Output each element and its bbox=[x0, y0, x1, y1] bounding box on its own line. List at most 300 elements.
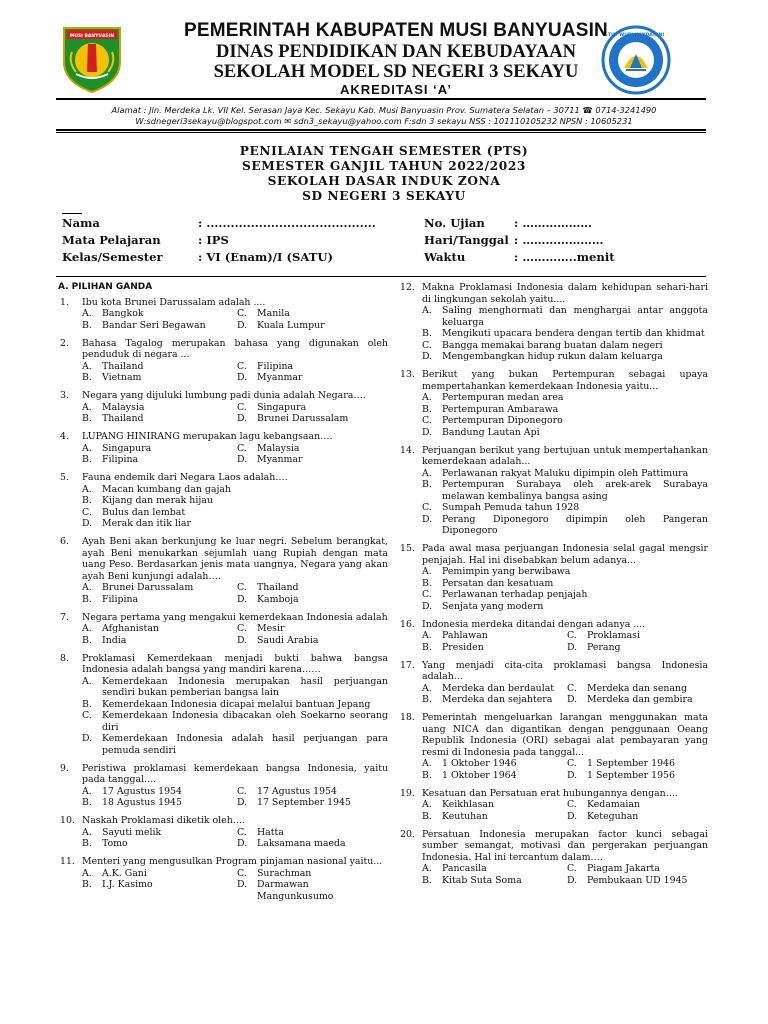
option-letter: C. bbox=[237, 360, 247, 372]
option-text: Malaysia bbox=[257, 442, 300, 454]
option-letter: D. bbox=[237, 319, 248, 331]
question-item bbox=[58, 856, 388, 902]
hari-field: : ………………… bbox=[514, 233, 604, 247]
mapel-label: Mata Pelajaran bbox=[62, 233, 161, 247]
option-text: Pembukaan UD 1945 bbox=[587, 874, 688, 886]
option-letter: D. bbox=[422, 351, 433, 362]
option-letter: D. bbox=[237, 634, 248, 646]
option-letter: C. bbox=[422, 589, 432, 600]
option-text: Kamboja bbox=[257, 593, 299, 605]
answer-option[interactable] bbox=[422, 683, 563, 695]
answer-option[interactable] bbox=[422, 468, 708, 480]
option-letter: A. bbox=[422, 863, 432, 874]
option-text: Pahlawan bbox=[442, 630, 488, 641]
option-text: Mengembangkan hidup rukun dalam keluarga bbox=[442, 351, 663, 362]
question-item bbox=[58, 390, 388, 425]
answer-option[interactable] bbox=[422, 514, 708, 537]
answer-option[interactable] bbox=[82, 699, 388, 711]
answer-option[interactable] bbox=[82, 372, 233, 384]
option-letter: B. bbox=[82, 797, 92, 808]
mapel-value: : IPS bbox=[198, 233, 229, 247]
option-letter: A. bbox=[422, 758, 432, 769]
option-text: Sayuti melik bbox=[102, 826, 162, 838]
answer-options bbox=[422, 392, 708, 438]
question-column-left bbox=[58, 282, 388, 909]
answer-options bbox=[422, 305, 708, 363]
answer-option[interactable] bbox=[82, 507, 388, 519]
answer-option[interactable] bbox=[237, 454, 388, 466]
option-letter: C. bbox=[237, 826, 247, 838]
option-letter: D. bbox=[422, 513, 433, 525]
option-text: Brunei Darussalam bbox=[102, 582, 194, 593]
answer-option[interactable] bbox=[422, 502, 708, 514]
answer-option[interactable] bbox=[422, 770, 563, 782]
waktu-field: : …………..menit bbox=[514, 250, 615, 264]
header-divider bbox=[56, 98, 706, 100]
answer-option[interactable] bbox=[422, 589, 708, 601]
question-text: Yang menjadi cita-cita proklamasi bangsa Indonesia adalah... bbox=[422, 659, 708, 682]
option-text: Pertempuran Surabaya oleh arek-arek Surabaya melawan kembalinya bangsa asing bbox=[442, 479, 708, 502]
question-text: Makna Proklamasi Indonesia dalam kehidupan sehari-hari di lingkungan sekolah yaitu.... bbox=[422, 282, 708, 305]
waktu-label: Waktu bbox=[424, 250, 466, 264]
answer-option[interactable] bbox=[422, 601, 708, 613]
option-letter: A. bbox=[422, 566, 432, 577]
answer-option[interactable] bbox=[237, 868, 388, 880]
question-item bbox=[398, 282, 708, 363]
question-number: 1. bbox=[60, 296, 69, 308]
question-number: 5. bbox=[60, 472, 69, 483]
option-text: Thailand bbox=[102, 360, 144, 372]
answer-option[interactable] bbox=[237, 797, 388, 809]
letterhead-government: PEMERINTAH KABUPATEN MUSI BANYUASIN bbox=[184, 20, 608, 41]
option-text: Filipina bbox=[102, 593, 139, 605]
option-text: Proklamasi bbox=[587, 630, 640, 641]
option-letter: B. bbox=[422, 810, 432, 822]
nama-label: Nama bbox=[62, 216, 100, 230]
answer-option[interactable] bbox=[82, 623, 233, 635]
option-text: Perang Diponegoro dipimpin oleh Pangeran Diponegoro bbox=[442, 513, 708, 536]
answer-option[interactable] bbox=[82, 838, 233, 850]
option-letter: B. bbox=[422, 577, 432, 589]
option-text: Persatan dan kesatuam bbox=[442, 577, 554, 589]
option-letter: B. bbox=[422, 479, 432, 490]
answer-option[interactable] bbox=[82, 594, 233, 606]
answer-option[interactable] bbox=[82, 733, 388, 756]
answer-option[interactable] bbox=[422, 642, 563, 654]
option-letter: D. bbox=[82, 733, 93, 744]
question-number: 17. bbox=[400, 659, 415, 671]
question-text: Pemerintah mengeluarkan larangan menggunakan mata uang NICA dan digantikan dengan penggunaan Oeang Republik Indonesia (ORI) sebagai alat pembayaran yang resmi di Indonesia pada tanggal... bbox=[422, 712, 708, 758]
answer-option[interactable] bbox=[237, 443, 388, 455]
answer-options bbox=[422, 863, 708, 886]
option-text: Perang bbox=[587, 641, 621, 653]
answer-options bbox=[82, 786, 388, 809]
question-item bbox=[58, 472, 388, 530]
option-text: 1 Oktober 1964 bbox=[442, 769, 517, 781]
option-letter: C. bbox=[422, 415, 432, 426]
answer-option[interactable] bbox=[82, 786, 233, 798]
answer-option[interactable] bbox=[82, 797, 233, 809]
option-text: Thailand bbox=[257, 582, 299, 593]
option-text: Myanmar bbox=[257, 372, 303, 383]
option-letter: B. bbox=[82, 593, 92, 605]
option-letter: B. bbox=[82, 319, 92, 331]
exam-school-zone: SEKOLAH DASAR INDUK ZONA bbox=[267, 174, 501, 188]
ujian-field: : ……………… bbox=[514, 216, 592, 230]
answer-option[interactable] bbox=[237, 594, 388, 606]
option-letter: A. bbox=[422, 467, 432, 479]
answer-option[interactable] bbox=[422, 863, 563, 875]
option-text: Darmawan Mangunkusumo bbox=[257, 879, 334, 902]
answer-option[interactable] bbox=[237, 361, 388, 373]
answer-option[interactable] bbox=[237, 838, 388, 850]
option-letter: C. bbox=[567, 682, 577, 694]
answer-options bbox=[422, 758, 708, 781]
answer-option[interactable] bbox=[422, 566, 708, 578]
question-item bbox=[398, 712, 708, 781]
answer-option[interactable] bbox=[237, 879, 388, 902]
question-item bbox=[58, 815, 388, 850]
answer-options bbox=[422, 630, 708, 653]
option-text: 1 September 1956 bbox=[587, 769, 675, 781]
option-letter: C. bbox=[237, 308, 247, 319]
answer-option[interactable] bbox=[82, 443, 233, 455]
option-text: Kuala Lumpur bbox=[257, 319, 325, 331]
answer-options bbox=[82, 402, 388, 425]
option-letter: D. bbox=[422, 600, 433, 612]
answer-option[interactable] bbox=[237, 635, 388, 647]
option-text: Presiden bbox=[442, 641, 484, 653]
address-divider bbox=[56, 129, 706, 131]
answer-option[interactable] bbox=[422, 811, 563, 823]
answer-option[interactable] bbox=[422, 694, 563, 706]
answer-option[interactable] bbox=[422, 630, 563, 642]
option-text: 1 Oktober 1946 bbox=[442, 758, 517, 769]
logo-right-text: TUT WURI HANDAYANI bbox=[607, 33, 665, 38]
answer-option[interactable] bbox=[422, 799, 563, 811]
option-text: Myanmar bbox=[257, 454, 303, 465]
answer-option[interactable] bbox=[82, 308, 233, 320]
option-text: Vietnam bbox=[102, 372, 142, 383]
option-letter: B. bbox=[82, 413, 92, 424]
answer-option[interactable] bbox=[422, 340, 708, 352]
question-item bbox=[398, 369, 708, 438]
option-letter: D. bbox=[422, 426, 433, 438]
answer-option[interactable] bbox=[237, 623, 388, 635]
option-text: Merak dan itik liar bbox=[102, 518, 191, 529]
question-column-right bbox=[398, 282, 708, 893]
answer-option[interactable] bbox=[567, 811, 708, 823]
option-text: Filipina bbox=[257, 360, 294, 372]
answer-options bbox=[82, 484, 388, 530]
kelas-label: Kelas/Semester bbox=[62, 250, 163, 264]
option-letter: B. bbox=[82, 454, 92, 465]
option-letter: A. bbox=[422, 392, 432, 403]
option-letter: B. bbox=[422, 403, 432, 415]
question-number: 11. bbox=[60, 856, 75, 867]
answer-option[interactable] bbox=[567, 770, 708, 782]
question-number: 20. bbox=[400, 828, 415, 840]
answer-option[interactable] bbox=[82, 495, 388, 507]
answer-option[interactable] bbox=[422, 404, 708, 416]
option-letter: A. bbox=[82, 360, 92, 372]
answer-options bbox=[82, 868, 388, 903]
answer-options bbox=[82, 827, 388, 850]
question-text: Menteri yang mengusulkan Program pinjaman nasional yaitu... bbox=[82, 856, 383, 867]
answer-option[interactable] bbox=[567, 863, 708, 875]
option-text: Kemerdekaan Indonesia dibacakan oleh Soekarno seorang diri bbox=[102, 710, 388, 733]
option-text: 17 Agustus 1954 bbox=[257, 785, 337, 797]
option-letter: B. bbox=[422, 874, 432, 886]
option-letter: D. bbox=[567, 810, 578, 822]
option-text: Afghanistan bbox=[102, 623, 159, 634]
exam-school-name: SD NEGERI 3 SEKAYU bbox=[302, 189, 466, 203]
question-text: Peristiwa proklamasi kemerdekaan bangsa Indonesia, yaitu pada tanggal.... bbox=[82, 762, 388, 785]
answer-option[interactable] bbox=[422, 875, 563, 887]
question-item bbox=[58, 431, 388, 466]
question-text: Ibu kota Brunei Darussalam adalah .... bbox=[82, 296, 266, 308]
question-text: Indonesia merdeka ditandai dengan adanya .... bbox=[422, 618, 646, 630]
answer-options bbox=[82, 308, 388, 331]
question-number: 10. bbox=[60, 815, 75, 826]
question-text: Pada awal masa perjuangan Indonesia selal gagal mengsir penjajah. Hal ini disebabkan belum adanya... bbox=[422, 543, 708, 566]
option-text: Kitab Suta Soma bbox=[442, 874, 522, 886]
option-letter: D. bbox=[237, 413, 248, 424]
option-letter: D. bbox=[237, 797, 248, 808]
question-text: Ayah Beni akan berkunjung ke luar negri. Sebelum berangkat, ayah Beni menukarkan sejumlah uang Rupiah dengan mata uang Peso. Berdasarkan jenis mata uangnya, Negara yang akan ayah Beni kunjungi adalah…. bbox=[82, 536, 388, 582]
answer-option[interactable] bbox=[82, 582, 233, 594]
answer-option[interactable] bbox=[82, 484, 388, 496]
option-text: Mesir bbox=[257, 623, 285, 634]
section-title: A. PILIHAN GANDA bbox=[58, 282, 153, 292]
option-letter: B. bbox=[82, 634, 92, 646]
answer-option[interactable] bbox=[422, 578, 708, 590]
option-text: Kemerdekaan Indonesia merupakan hasil perjuangan sendiri bukan pemberian bangsa lain bbox=[102, 675, 388, 698]
letterhead-school: SEKOLAH MODEL SD NEGERI 3 SEKAYU bbox=[213, 62, 579, 82]
answer-option[interactable] bbox=[82, 827, 233, 839]
option-letter: A. bbox=[82, 582, 92, 593]
hari-label: Hari/Tanggal bbox=[424, 233, 509, 247]
question-number: 6. bbox=[60, 536, 69, 547]
address-divider-thin bbox=[56, 132, 706, 133]
option-letter: D. bbox=[237, 879, 248, 890]
question-item bbox=[398, 788, 708, 823]
question-number: 4. bbox=[60, 431, 69, 442]
option-text: I.J. Kasimo bbox=[102, 879, 153, 890]
answer-option[interactable] bbox=[422, 415, 708, 427]
option-letter: D. bbox=[567, 874, 578, 886]
answer-option[interactable] bbox=[237, 413, 388, 425]
answer-option[interactable] bbox=[82, 879, 233, 902]
option-letter: B. bbox=[422, 694, 432, 705]
exam-semester: SEMESTER GANJIL TAHUN 2022/2023 bbox=[242, 159, 526, 173]
question-number: 13. bbox=[400, 369, 415, 380]
option-letter: A. bbox=[422, 305, 432, 316]
answer-option[interactable] bbox=[422, 427, 708, 439]
option-letter: C. bbox=[237, 785, 247, 797]
option-text: Bandar Seri Begawan bbox=[102, 319, 206, 331]
option-letter: B. bbox=[82, 495, 92, 506]
option-letter: C. bbox=[237, 442, 247, 454]
option-text: Sumpah Pemuda tahun 1928 bbox=[442, 502, 580, 513]
answer-option[interactable] bbox=[567, 642, 708, 654]
identity-divider bbox=[56, 276, 706, 277]
option-letter: C. bbox=[422, 339, 432, 351]
answer-option[interactable] bbox=[82, 454, 233, 466]
nama-field: : .......................................... bbox=[198, 216, 376, 230]
option-letter: B. bbox=[422, 328, 432, 339]
option-text: Singapura bbox=[102, 442, 152, 454]
option-letter: C. bbox=[82, 506, 92, 518]
option-letter: D. bbox=[567, 641, 578, 653]
option-text: Laksamana maeda bbox=[257, 838, 346, 849]
option-letter: D. bbox=[82, 518, 93, 529]
question-text: Persatuan Indonesia merupakan factor kunci sebagai sumber semangat, motivasi dan pergerakan perjuangan Indonesia. Hal ini tercantum dalam…. bbox=[422, 828, 708, 863]
answer-option[interactable] bbox=[82, 320, 233, 332]
answer-options bbox=[422, 468, 708, 537]
kelas-value: : VI (Enam)/I (SATU) bbox=[198, 250, 333, 264]
option-letter: A. bbox=[82, 401, 92, 413]
option-letter: A. bbox=[82, 623, 92, 634]
option-letter: A. bbox=[82, 867, 92, 879]
option-text: Piagam Jakarta bbox=[587, 863, 660, 874]
option-text: 17 Agustus 1954 bbox=[102, 785, 182, 797]
option-letter: B. bbox=[82, 372, 92, 383]
option-letter: A. bbox=[422, 630, 432, 641]
option-text: Bangkok bbox=[102, 308, 144, 319]
option-letter: A. bbox=[82, 785, 92, 797]
option-text: Pertempuran Ambarawa bbox=[442, 403, 559, 415]
answer-option[interactable] bbox=[422, 305, 708, 328]
answer-option[interactable] bbox=[82, 402, 233, 414]
answer-option[interactable] bbox=[237, 320, 388, 332]
answer-options bbox=[422, 799, 708, 822]
option-text: Merdeka dan gembira bbox=[587, 694, 693, 705]
answer-option[interactable] bbox=[567, 683, 708, 695]
option-letter: B. bbox=[82, 838, 92, 849]
answer-option[interactable] bbox=[82, 361, 233, 373]
option-letter: A. bbox=[82, 675, 92, 687]
identity-mark bbox=[62, 213, 82, 214]
answer-option[interactable] bbox=[237, 582, 388, 594]
option-text: Surachman bbox=[257, 867, 312, 879]
school-contacts: W:sdnegeri3sekayu@blogspot.com ✉ sdn3_sekayu@yahoo.com F:sdn 3 sekayu NSS : 101110105232 NPSN : 10605231 bbox=[135, 116, 633, 126]
option-text: Malaysia bbox=[102, 401, 145, 413]
option-text: Kemerdekaan Indonesia dicapai melalui bantuan Jepang bbox=[102, 698, 371, 710]
answer-option[interactable] bbox=[82, 413, 233, 425]
option-text: 17 September 1945 bbox=[257, 797, 351, 808]
option-letter: A. bbox=[82, 308, 92, 319]
answer-option[interactable] bbox=[237, 308, 388, 320]
answer-option[interactable] bbox=[237, 372, 388, 384]
answer-option[interactable] bbox=[82, 868, 233, 880]
question-number: 14. bbox=[400, 444, 415, 456]
answer-option[interactable] bbox=[82, 635, 233, 647]
question-item bbox=[398, 829, 708, 887]
option-text: Kijang dan merak hijau bbox=[102, 495, 213, 506]
answer-option[interactable] bbox=[567, 630, 708, 642]
option-letter: B. bbox=[82, 698, 92, 710]
option-text: Kedamaian bbox=[587, 799, 640, 810]
option-text: 1 September 1946 bbox=[587, 758, 675, 769]
option-letter: D. bbox=[237, 593, 248, 605]
answer-option[interactable] bbox=[422, 758, 563, 770]
question-number: 9. bbox=[60, 762, 69, 774]
option-text: Saling menghormati dan menghargai antar anggota keluarga bbox=[442, 305, 708, 328]
answer-option[interactable] bbox=[237, 402, 388, 414]
answer-option[interactable] bbox=[422, 351, 708, 363]
option-text: Thailand bbox=[102, 413, 144, 424]
answer-option[interactable] bbox=[567, 694, 708, 706]
question-text: Fauna endemik dari Negara Laos adalah…. bbox=[82, 472, 288, 483]
question-number: 16. bbox=[400, 618, 415, 630]
answer-option[interactable] bbox=[567, 799, 708, 811]
option-text: Keikhlasan bbox=[442, 799, 495, 810]
option-text: Pertempuran Diponegoro bbox=[442, 415, 563, 426]
answer-option[interactable] bbox=[82, 518, 388, 530]
option-letter: C. bbox=[82, 710, 92, 721]
school-address: Alamat : Jln. Merdeka Lk. VII Kel. Serasan Jaya Kec. Sekayu Kab. Musi Banyuasin Prov. Sumatera Selatan – 30711 ☎ 0714-3241490 bbox=[111, 105, 657, 115]
question-item bbox=[58, 763, 388, 809]
answer-option[interactable] bbox=[422, 392, 708, 404]
option-letter: D. bbox=[237, 454, 248, 465]
option-text: Singapura bbox=[257, 401, 307, 413]
option-text: Merdeka dan sejahtera bbox=[442, 694, 553, 705]
question-text: Proklamasi Kemerdekaan menjadi bukti bahwa bangsa Indonesia adalah bangsa yang mandiri karena…… bbox=[82, 652, 388, 675]
question-item bbox=[398, 619, 708, 654]
answer-option[interactable] bbox=[82, 676, 388, 699]
option-text: Filipina bbox=[102, 454, 139, 465]
option-letter: C. bbox=[237, 401, 247, 413]
logo-left-text: MUSI BANYUASIN bbox=[69, 34, 115, 39]
option-text: India bbox=[102, 634, 127, 646]
option-letter: A. bbox=[82, 826, 92, 838]
answer-option[interactable] bbox=[422, 328, 708, 340]
answer-option[interactable] bbox=[422, 479, 708, 502]
question-item bbox=[58, 653, 388, 757]
option-text: Perlawanan rakyat Maluku dipimpin oleh Pattimura bbox=[442, 467, 689, 479]
option-letter: D. bbox=[567, 769, 578, 781]
answer-option[interactable] bbox=[567, 758, 708, 770]
answer-options bbox=[422, 683, 708, 706]
question-item bbox=[58, 536, 388, 605]
answer-options bbox=[82, 623, 388, 646]
option-text: Keutuhan bbox=[442, 810, 488, 822]
answer-options bbox=[422, 566, 708, 612]
question-number: 12. bbox=[400, 282, 415, 293]
option-letter: B. bbox=[422, 769, 432, 781]
option-letter: A. bbox=[422, 799, 432, 810]
answer-option[interactable] bbox=[237, 827, 388, 839]
question-number: 8. bbox=[60, 652, 69, 664]
question-item bbox=[58, 338, 388, 384]
option-text: Manila bbox=[257, 308, 290, 319]
question-item bbox=[398, 445, 708, 537]
option-letter: C. bbox=[567, 630, 577, 641]
answer-option[interactable] bbox=[567, 875, 708, 887]
question-text: Negara pertama yang mengakui kemerdekaan Indonesia adalah bbox=[82, 611, 388, 623]
answer-option[interactable] bbox=[82, 710, 388, 733]
option-text: Keteguhan bbox=[587, 810, 639, 822]
answer-options bbox=[82, 676, 388, 757]
question-text: Negara yang dijuluki lumbung padi dunia adalah Negara…. bbox=[82, 390, 366, 401]
option-letter: B. bbox=[422, 641, 432, 653]
question-item bbox=[398, 660, 708, 706]
answer-option[interactable] bbox=[237, 786, 388, 798]
option-letter: C. bbox=[567, 863, 577, 874]
option-letter: C. bbox=[422, 502, 432, 513]
answer-options bbox=[82, 582, 388, 605]
